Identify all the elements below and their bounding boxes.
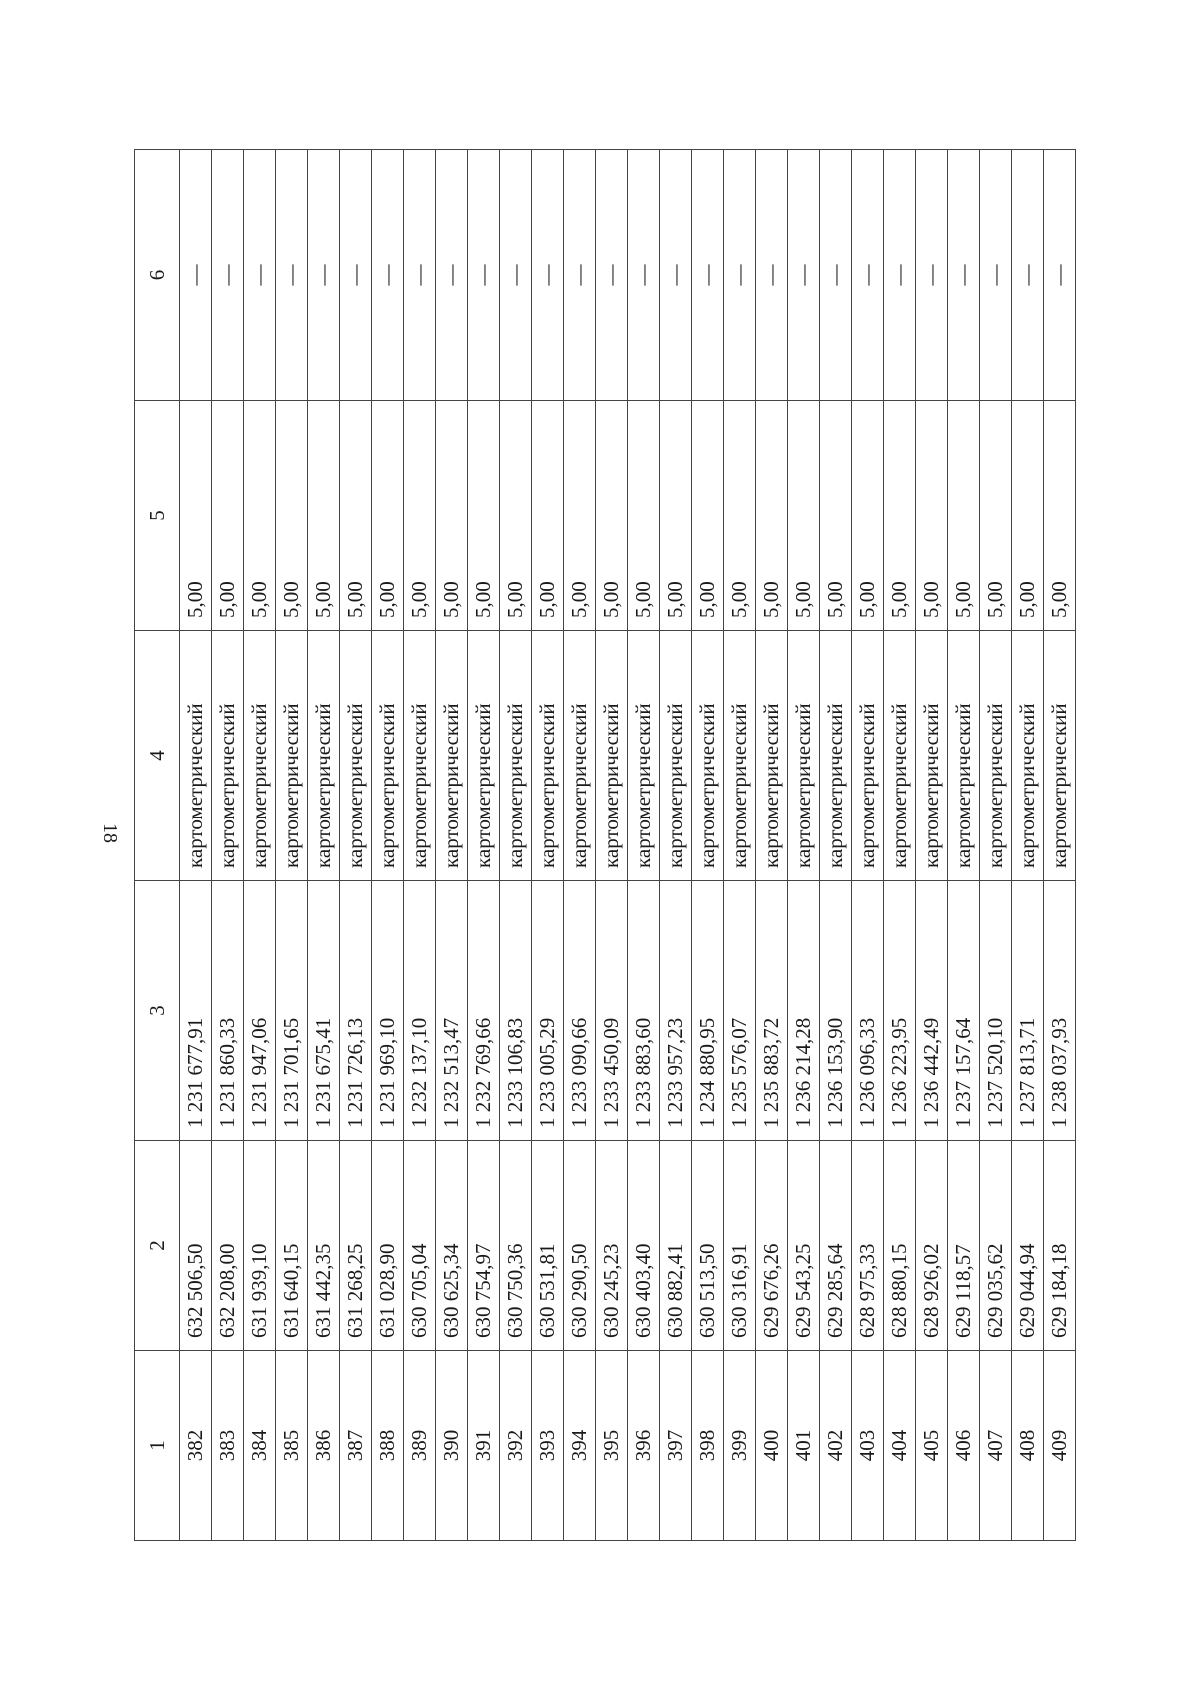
accuracy-cell: 5,00 <box>852 401 884 631</box>
point-number-cell: 400 <box>756 1351 788 1541</box>
table-row <box>660 150 692 1541</box>
table-row <box>948 150 980 1541</box>
note-cell: — <box>788 150 820 401</box>
point-number-cell: 382 <box>180 1351 212 1541</box>
note-cell: — <box>308 150 340 401</box>
y-coordinate-cell: 1 236 153,90 <box>820 881 852 1141</box>
accuracy-cell: 5,00 <box>788 401 820 631</box>
x-coordinate-cell: 628 926,02 <box>916 1141 948 1351</box>
y-coordinate-cell: 1 236 096,33 <box>852 881 884 1141</box>
accuracy-cell: 5,00 <box>948 401 980 631</box>
header-col-4: 4 <box>135 631 180 881</box>
note-cell: — <box>372 150 404 401</box>
x-coordinate-cell: 630 245,23 <box>596 1141 628 1351</box>
x-coordinate-cell: 630 531,81 <box>532 1141 564 1351</box>
x-coordinate-cell: 630 754,97 <box>468 1141 500 1351</box>
note-cell: — <box>724 150 756 401</box>
table-row <box>436 150 468 1541</box>
point-number-cell: 402 <box>820 1351 852 1541</box>
note-cell: — <box>244 150 276 401</box>
point-number-cell: 404 <box>884 1351 916 1541</box>
x-coordinate-cell: 630 750,36 <box>500 1141 532 1351</box>
method-cell: картометрический <box>852 631 884 881</box>
accuracy-cell: 5,00 <box>692 401 724 631</box>
point-number-cell: 399 <box>724 1351 756 1541</box>
method-cell: картометрический <box>500 631 532 881</box>
coordinates-table-container <box>134 150 1071 1541</box>
point-number-cell: 408 <box>1012 1351 1044 1541</box>
note-cell: — <box>820 150 852 401</box>
y-coordinate-cell: 1 232 513,47 <box>436 881 468 1141</box>
note-cell: — <box>884 150 916 401</box>
table-row <box>308 150 340 1541</box>
note-cell: — <box>1012 150 1044 401</box>
method-cell: картометрический <box>948 631 980 881</box>
method-cell: картометрический <box>980 631 1012 881</box>
accuracy-cell: 5,00 <box>564 401 596 631</box>
header-col-3: 3 <box>135 881 180 1141</box>
accuracy-cell: 5,00 <box>500 401 532 631</box>
method-cell: картометрический <box>212 631 244 881</box>
point-number-cell: 397 <box>660 1351 692 1541</box>
y-coordinate-cell: 1 233 883,60 <box>628 881 660 1141</box>
method-cell: картометрический <box>404 631 436 881</box>
method-cell: картометрический <box>436 631 468 881</box>
table-body <box>180 150 1076 1541</box>
table-row <box>500 150 532 1541</box>
x-coordinate-cell: 630 290,50 <box>564 1141 596 1351</box>
note-cell: — <box>276 150 308 401</box>
table-row <box>884 150 916 1541</box>
accuracy-cell: 5,00 <box>1012 401 1044 631</box>
method-cell: картометрический <box>532 631 564 881</box>
point-number-cell: 393 <box>532 1351 564 1541</box>
x-coordinate-cell: 629 543,25 <box>788 1141 820 1351</box>
method-cell: картометрический <box>916 631 948 881</box>
method-cell: картометрический <box>596 631 628 881</box>
x-coordinate-cell: 628 975,33 <box>852 1141 884 1351</box>
y-coordinate-cell: 1 231 675,41 <box>308 881 340 1141</box>
x-coordinate-cell: 629 285,64 <box>820 1141 852 1351</box>
y-coordinate-cell: 1 237 157,64 <box>948 881 980 1141</box>
accuracy-cell: 5,00 <box>820 401 852 631</box>
accuracy-cell: 5,00 <box>724 401 756 631</box>
x-coordinate-cell: 629 118,57 <box>948 1141 980 1351</box>
table-row <box>468 150 500 1541</box>
y-coordinate-cell: 1 236 442,49 <box>916 881 948 1141</box>
point-number-cell: 390 <box>436 1351 468 1541</box>
point-number-cell: 407 <box>980 1351 1012 1541</box>
point-number-cell: 388 <box>372 1351 404 1541</box>
accuracy-cell: 5,00 <box>980 401 1012 631</box>
table-row <box>756 150 788 1541</box>
accuracy-cell: 5,00 <box>1044 401 1076 631</box>
table-row <box>1044 150 1076 1541</box>
table-row <box>1012 150 1044 1541</box>
accuracy-cell: 5,00 <box>436 401 468 631</box>
table-row <box>212 150 244 1541</box>
x-coordinate-cell: 630 403,40 <box>628 1141 660 1351</box>
note-cell: — <box>692 150 724 401</box>
note-cell: — <box>564 150 596 401</box>
point-number-cell: 384 <box>244 1351 276 1541</box>
accuracy-cell: 5,00 <box>276 401 308 631</box>
note-cell: — <box>916 150 948 401</box>
accuracy-cell: 5,00 <box>212 401 244 631</box>
method-cell: картометрический <box>244 631 276 881</box>
table-row <box>980 150 1012 1541</box>
y-coordinate-cell: 1 233 106,83 <box>500 881 532 1141</box>
point-number-cell: 409 <box>1044 1351 1076 1541</box>
table-row <box>916 150 948 1541</box>
note-cell: — <box>180 150 212 401</box>
method-cell: картометрический <box>1044 631 1076 881</box>
point-number-cell: 391 <box>468 1351 500 1541</box>
y-coordinate-cell: 1 238 037,93 <box>1044 881 1076 1141</box>
point-number-cell: 392 <box>500 1351 532 1541</box>
point-number-cell: 406 <box>948 1351 980 1541</box>
table-row <box>724 150 756 1541</box>
y-coordinate-cell: 1 236 223,95 <box>884 881 916 1141</box>
accuracy-cell: 5,00 <box>596 401 628 631</box>
table-row <box>532 150 564 1541</box>
note-cell: — <box>948 150 980 401</box>
method-cell: картометрический <box>660 631 692 881</box>
accuracy-cell: 5,00 <box>372 401 404 631</box>
point-number-cell: 395 <box>596 1351 628 1541</box>
x-coordinate-cell: 630 316,91 <box>724 1141 756 1351</box>
method-cell: картометрический <box>308 631 340 881</box>
point-number-cell: 403 <box>852 1351 884 1541</box>
accuracy-cell: 5,00 <box>340 401 372 631</box>
method-cell: картометрический <box>724 631 756 881</box>
x-coordinate-cell: 630 705,04 <box>404 1141 436 1351</box>
y-coordinate-cell: 1 235 883,72 <box>756 881 788 1141</box>
accuracy-cell: 5,00 <box>532 401 564 631</box>
point-number-cell: 405 <box>916 1351 948 1541</box>
accuracy-cell: 5,00 <box>308 401 340 631</box>
point-number-cell: 389 <box>404 1351 436 1541</box>
accuracy-cell: 5,00 <box>660 401 692 631</box>
method-cell: картометрический <box>628 631 660 881</box>
header-col-1: 1 <box>135 1351 180 1541</box>
y-coordinate-cell: 1 235 576,07 <box>724 881 756 1141</box>
table-row <box>276 150 308 1541</box>
table-row <box>340 150 372 1541</box>
y-coordinate-cell: 1 231 701,65 <box>276 881 308 1141</box>
table-header <box>135 150 180 1541</box>
method-cell: картометрический <box>564 631 596 881</box>
y-coordinate-cell: 1 233 957,23 <box>660 881 692 1141</box>
y-coordinate-cell: 1 231 860,33 <box>212 881 244 1141</box>
x-coordinate-cell: 631 028,90 <box>372 1141 404 1351</box>
method-cell: картометрический <box>788 631 820 881</box>
accuracy-cell: 5,00 <box>916 401 948 631</box>
table-row <box>244 150 276 1541</box>
x-coordinate-cell: 629 184,18 <box>1044 1141 1076 1351</box>
page-number: 18 <box>99 823 122 843</box>
x-coordinate-cell: 629 044,94 <box>1012 1141 1044 1351</box>
method-cell: картометрический <box>340 631 372 881</box>
table-row <box>628 150 660 1541</box>
x-coordinate-cell: 632 506,50 <box>180 1141 212 1351</box>
note-cell: — <box>500 150 532 401</box>
point-number-cell: 394 <box>564 1351 596 1541</box>
accuracy-cell: 5,00 <box>468 401 500 631</box>
note-cell: — <box>340 150 372 401</box>
table-row <box>596 150 628 1541</box>
point-number-cell: 398 <box>692 1351 724 1541</box>
accuracy-cell: 5,00 <box>884 401 916 631</box>
method-cell: картометрический <box>180 631 212 881</box>
note-cell: — <box>980 150 1012 401</box>
point-number-cell: 383 <box>212 1351 244 1541</box>
y-coordinate-cell: 1 233 450,09 <box>596 881 628 1141</box>
point-number-cell: 396 <box>628 1351 660 1541</box>
y-coordinate-cell: 1 231 947,06 <box>244 881 276 1141</box>
table-row <box>788 150 820 1541</box>
method-cell: картометрический <box>276 631 308 881</box>
method-cell: картометрический <box>756 631 788 881</box>
accuracy-cell: 5,00 <box>628 401 660 631</box>
method-cell: картометрический <box>1012 631 1044 881</box>
header-col-2: 2 <box>135 1141 180 1351</box>
note-cell: — <box>468 150 500 401</box>
table-row <box>852 150 884 1541</box>
note-cell: — <box>596 150 628 401</box>
table-row <box>404 150 436 1541</box>
point-number-cell: 401 <box>788 1351 820 1541</box>
y-coordinate-cell: 1 237 520,10 <box>980 881 1012 1141</box>
method-cell: картометрический <box>372 631 404 881</box>
x-coordinate-cell: 629 035,62 <box>980 1141 1012 1351</box>
y-coordinate-cell: 1 236 214,28 <box>788 881 820 1141</box>
x-coordinate-cell: 629 676,26 <box>756 1141 788 1351</box>
header-row <box>135 150 180 1541</box>
point-number-cell: 385 <box>276 1351 308 1541</box>
coordinates-table <box>134 149 1076 1541</box>
header-col-5: 5 <box>135 401 180 631</box>
note-cell: — <box>404 150 436 401</box>
y-coordinate-cell: 1 231 677,91 <box>180 881 212 1141</box>
method-cell: картометрический <box>468 631 500 881</box>
note-cell: — <box>532 150 564 401</box>
header-col-6: 6 <box>135 150 180 401</box>
x-coordinate-cell: 631 442,35 <box>308 1141 340 1351</box>
x-coordinate-cell: 630 882,41 <box>660 1141 692 1351</box>
table-row <box>372 150 404 1541</box>
x-coordinate-cell: 631 268,25 <box>340 1141 372 1351</box>
point-number-cell: 387 <box>340 1351 372 1541</box>
y-coordinate-cell: 1 232 137,10 <box>404 881 436 1141</box>
note-cell: — <box>212 150 244 401</box>
y-coordinate-cell: 1 233 090,66 <box>564 881 596 1141</box>
x-coordinate-cell: 630 513,50 <box>692 1141 724 1351</box>
method-cell: картометрический <box>692 631 724 881</box>
accuracy-cell: 5,00 <box>756 401 788 631</box>
note-cell: — <box>660 150 692 401</box>
note-cell: — <box>756 150 788 401</box>
note-cell: — <box>628 150 660 401</box>
table-row <box>180 150 212 1541</box>
note-cell: — <box>1044 150 1076 401</box>
x-coordinate-cell: 630 625,34 <box>436 1141 468 1351</box>
accuracy-cell: 5,00 <box>180 401 212 631</box>
x-coordinate-cell: 628 880,15 <box>884 1141 916 1351</box>
accuracy-cell: 5,00 <box>244 401 276 631</box>
note-cell: — <box>436 150 468 401</box>
table-row <box>564 150 596 1541</box>
y-coordinate-cell: 1 233 005,29 <box>532 881 564 1141</box>
accuracy-cell: 5,00 <box>404 401 436 631</box>
y-coordinate-cell: 1 231 969,10 <box>372 881 404 1141</box>
method-cell: картометрический <box>884 631 916 881</box>
x-coordinate-cell: 631 939,10 <box>244 1141 276 1351</box>
note-cell: — <box>852 150 884 401</box>
y-coordinate-cell: 1 232 769,66 <box>468 881 500 1141</box>
table-row <box>820 150 852 1541</box>
point-number-cell: 386 <box>308 1351 340 1541</box>
y-coordinate-cell: 1 234 880,95 <box>692 881 724 1141</box>
x-coordinate-cell: 631 640,15 <box>276 1141 308 1351</box>
y-coordinate-cell: 1 231 726,13 <box>340 881 372 1141</box>
table-row <box>692 150 724 1541</box>
y-coordinate-cell: 1 237 813,71 <box>1012 881 1044 1141</box>
method-cell: картометрический <box>820 631 852 881</box>
x-coordinate-cell: 632 208,00 <box>212 1141 244 1351</box>
